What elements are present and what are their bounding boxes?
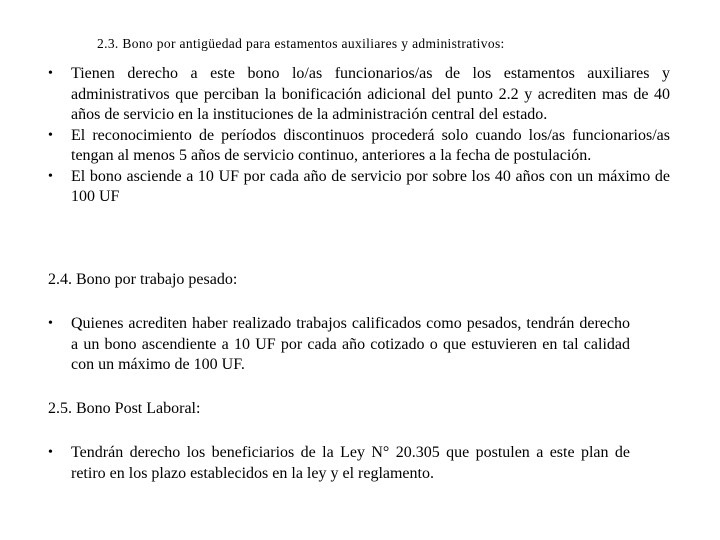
bullet-icon: • [48, 66, 53, 81]
list-item-text: El bono asciende a 10 UF por cada año de servicio por sobre los 40 años con un máximo de 100 UF [71, 167, 670, 205]
list-item-text: Tendrán derecho los beneficiarios de la Ley N° 20.305 que postulen a este plan de retiro en los plazo establecidos en la ley y el reglamento. [71, 444, 630, 482]
list-item-text: Tienen derecho a este bono lo/as funcionarios/as de los estamentos auxiliares y administrativos que perciban la bonificación adicional del punto 2.2 y acrediten mas de 40 años de servicio en la instituciones de la administración central del estado. [71, 65, 670, 123]
section-2-4-heading: 2.4. Bono por trabajo pesado: [48, 271, 238, 288]
bullet-icon: • [48, 127, 53, 143]
section-2-5-heading: 2.5. Bono Post Laboral: [48, 400, 201, 417]
list-item [48, 314, 630, 376]
list-item [48, 443, 630, 484]
section-2-3-heading: 2.3. Bono por antigüedad para estamentos auxiliares y administrativos: [97, 36, 505, 51]
section-2-4-list [48, 314, 630, 376]
bullet-icon: • [48, 168, 53, 184]
bullet-icon: • [48, 316, 53, 331]
list-item [48, 64, 670, 126]
section-2-5-list [48, 443, 630, 484]
list-item-text: El reconocimiento de períodos discontinuos procederá solo cuando los/as funcionarios/as tengan al menos 5 años de servicio continuo, anteriores a la fecha de postulación. [71, 126, 670, 164]
list-item [48, 167, 670, 208]
list-item-text: Quienes acrediten haber realizado trabajos calificados como pesados, tendrán derecho a un bono ascendiente a 10 UF por cada año cotizado o que estuvieren en tal calidad con un máximo de 100 UF. [71, 315, 630, 373]
section-2-3-list [48, 64, 670, 208]
bullet-icon: • [48, 445, 53, 460]
list-item [48, 126, 670, 167]
